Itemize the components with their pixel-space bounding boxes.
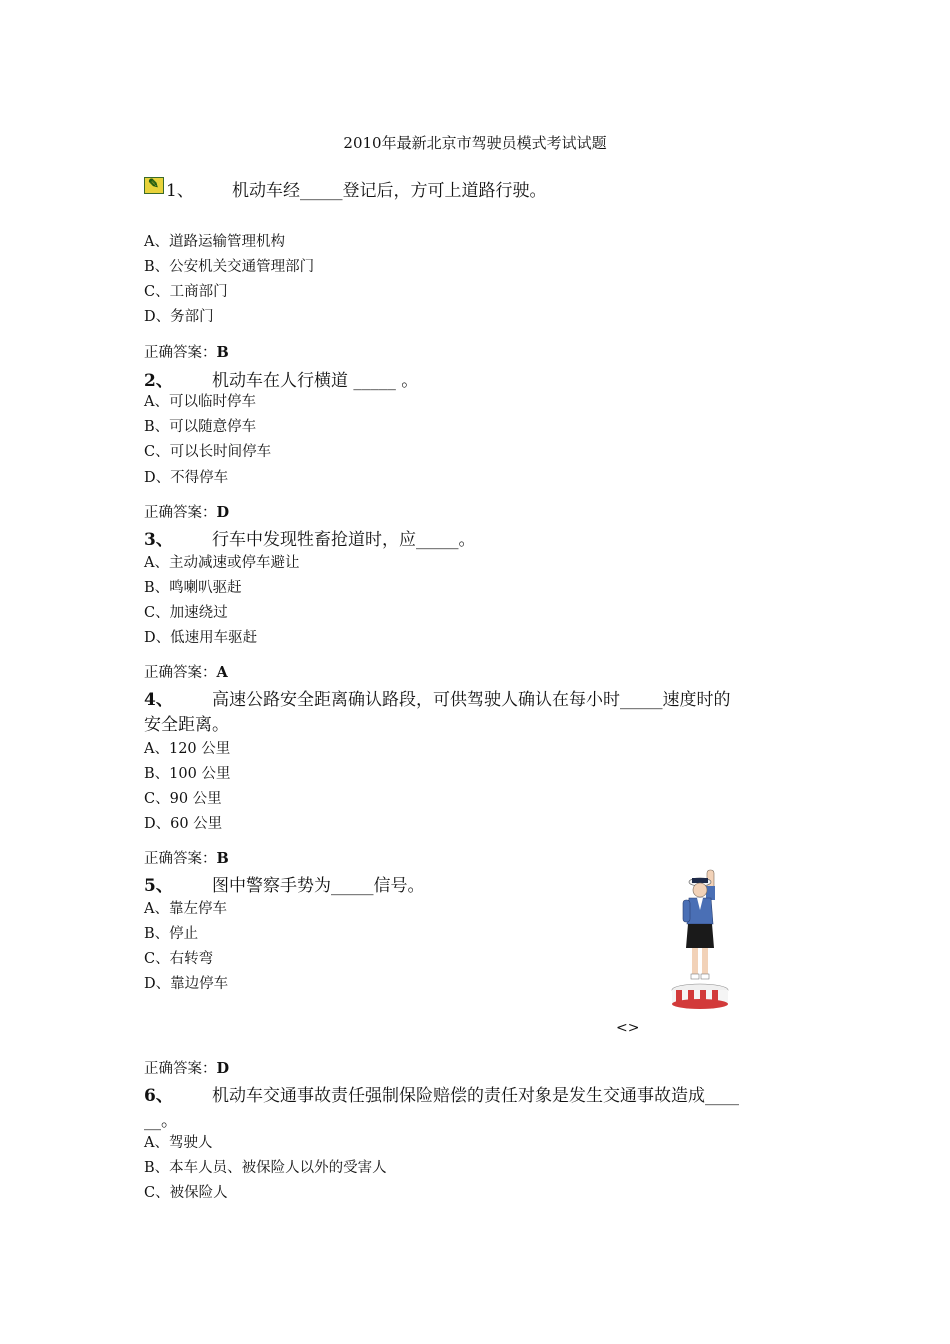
option: D、60 公里 <box>144 816 223 832</box>
question-line <box>144 685 731 710</box>
question-text-continued: __。 <box>144 1111 178 1131</box>
option: B、停止 <box>144 926 199 942</box>
option: D、低速用车驱赶 <box>144 630 258 646</box>
option: A、道路运输管理机构 <box>144 234 285 250</box>
option: A、靠左停车 <box>144 901 227 917</box>
question-text: 行车中发现牲畜抢道时，应_____。 <box>212 530 476 550</box>
question-number: 5、 <box>144 876 173 896</box>
option: B、100 公里 <box>144 766 231 782</box>
option: D、靠边停车 <box>144 976 229 992</box>
question-number: 6、 <box>144 1086 173 1106</box>
option: C、右转弯 <box>144 951 214 967</box>
question-text: 机动车在人行横道 _____ 。 <box>212 371 419 391</box>
image-caption: <> <box>616 1020 640 1036</box>
question-line <box>144 366 418 391</box>
option: B、公安机关交通管理部门 <box>144 259 315 275</box>
option: B、可以随意停车 <box>144 419 257 435</box>
answer-value: B <box>216 850 229 867</box>
option: A、驾驶人 <box>144 1135 213 1151</box>
answer-value: D <box>216 504 230 521</box>
answer-line: 正确答案：B <box>144 344 229 361</box>
answer-line: 正确答案：B <box>144 850 229 867</box>
question-number: 4、 <box>144 690 173 710</box>
option: A、可以临时停车 <box>144 394 256 410</box>
question-number: 2、 <box>144 371 173 391</box>
option: A、120 公里 <box>144 741 231 757</box>
option: C、被保险人 <box>144 1185 228 1201</box>
option: C、可以长时间停车 <box>144 444 272 460</box>
option: D、不得停车 <box>144 470 229 486</box>
option: B、鸣喇叭驱赶 <box>144 580 242 596</box>
question-number: 3、 <box>144 530 173 550</box>
answer-line: 正确答案：D <box>144 1060 230 1077</box>
answer-line: 正确答案：A <box>144 664 228 681</box>
question-text: 高速公路安全距离确认路段，可供驾驶人确认在每小时_____速度时的 <box>212 690 731 710</box>
question-line <box>144 1081 739 1106</box>
answer-value: B <box>216 344 229 361</box>
traffic-police-illustration <box>670 868 740 1013</box>
option: B、本车人员、被保险人以外的受害人 <box>144 1160 387 1176</box>
option: A、主动减速或停车避让 <box>144 555 300 571</box>
option: C、90 公里 <box>144 791 222 807</box>
question-text: 机动车经_____登记后，方可上道路行驶。 <box>232 181 547 201</box>
option: D、务部门 <box>144 309 214 325</box>
answer-value: A <box>216 664 228 681</box>
option: C、工商部门 <box>144 284 228 300</box>
question-text: 机动车交通事故责任强制保险赔偿的责任对象是发生交通事故造成____ <box>212 1086 739 1106</box>
question-text-continued: 安全距离。 <box>144 715 229 735</box>
answer-value: D <box>216 1060 230 1077</box>
question-line <box>144 871 425 896</box>
page-title: 2010年最新北京市驾驶员模式考试试题 <box>343 134 607 152</box>
option: C、加速绕过 <box>144 605 228 621</box>
note-icon[interactable]: ✎ <box>144 177 164 194</box>
question-text: 图中警察手势为_____信号。 <box>212 876 425 896</box>
question-line <box>144 525 476 550</box>
question-number: 1、 <box>166 181 194 201</box>
answer-line: 正确答案：D <box>144 504 230 521</box>
